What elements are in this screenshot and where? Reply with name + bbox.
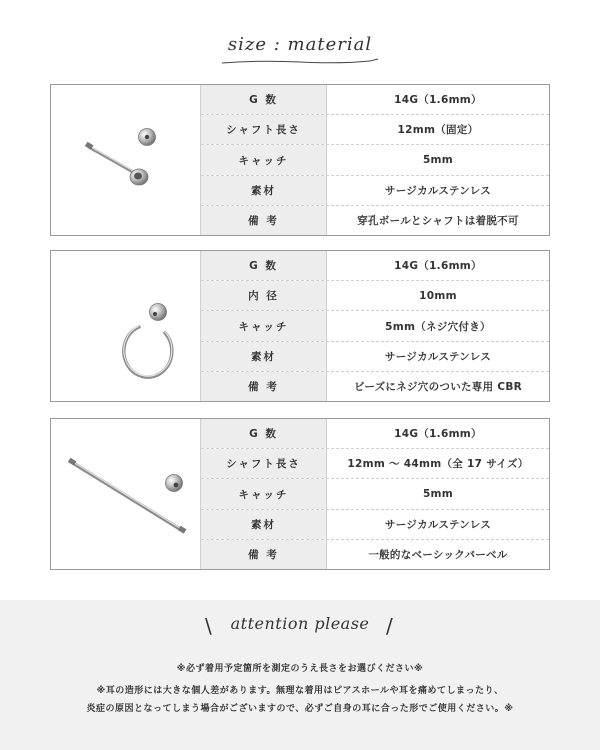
spec-value: 12mm（固定）: [397, 124, 479, 137]
spec-row-catch: [201, 145, 549, 175]
spec-rows: [201, 251, 549, 401]
spec-row-shaft-length: [201, 449, 549, 479]
spec-row-catch: [201, 479, 549, 509]
note-ear-shape-line2: 炎症の原因となってしまう場合がございますので、必ずご自身の耳に合った形でご使用ください。※: [86, 704, 514, 714]
spec-value: 5mm（ネジ穴付き）: [385, 320, 491, 333]
spec-value: サージカルステンレス: [384, 184, 492, 197]
spec-row-inner-diameter: [201, 281, 549, 311]
spec-value: 14G（1.6mm）: [394, 94, 482, 107]
spec-label: 素材: [201, 342, 327, 371]
section-title: size : material: [227, 34, 373, 55]
note-ear-shape-line1: ※耳の造形には大きな個人差があります。無理な着用はピアスホールや耳を痛めてしまったり、: [96, 686, 504, 696]
spec-row-catch: [201, 311, 549, 341]
spec-value: 10mm: [419, 289, 457, 302]
decorative-slash: /: [386, 614, 393, 638]
spec-label: G 数: [201, 85, 327, 114]
attention-notes: [0, 660, 600, 718]
spec-row-gauge: [201, 419, 549, 449]
decorative-backslash: \: [205, 614, 212, 638]
spec-table-straight-barbell: [50, 418, 550, 570]
spec-row-notes: [201, 206, 549, 235]
spec-label: 素材: [201, 510, 327, 539]
spec-label: キャッチ: [201, 479, 327, 508]
spec-label: キャッチ: [201, 311, 327, 340]
spec-rows: [201, 85, 549, 235]
spec-label: 備 考: [201, 206, 327, 235]
spec-table-cbr: [50, 250, 550, 402]
spec-row-gauge: [201, 85, 549, 115]
product-image-cell: [51, 251, 201, 401]
product-image-cell: [51, 419, 201, 569]
spec-label: シャフト長さ: [201, 449, 327, 478]
spec-label: シャフト長さ: [201, 115, 327, 144]
product-image-cell: [51, 85, 201, 235]
spec-row-material: [201, 342, 549, 372]
spec-value: 穿孔ボールとシャフトは着脱不可: [357, 214, 519, 227]
title-underline-decoration: [220, 58, 380, 66]
cbr-ring-image: [51, 251, 201, 401]
spec-table-stud: [50, 84, 550, 236]
spec-row-material: [201, 510, 549, 540]
spec-row-gauge: [201, 251, 549, 281]
spec-value: サージカルステンレス: [384, 518, 492, 531]
spec-label: 内 径: [201, 281, 327, 310]
spec-rows: [201, 419, 549, 569]
spec-value: 12mm 〜 44mm（全 17 サイズ）: [347, 458, 529, 471]
spec-label: 素材: [201, 176, 327, 205]
spec-value: ビーズにネジ穴のついた専用 CBR: [353, 380, 523, 393]
spec-row-shaft-length: [201, 115, 549, 145]
attention-section: [0, 600, 600, 750]
straight-barbell-image: [51, 419, 201, 569]
spec-value: 一般的なベーシックバーベル: [368, 548, 508, 561]
spec-label: 備 考: [201, 540, 327, 569]
spec-label: キャッチ: [201, 145, 327, 174]
spec-label: G 数: [201, 419, 327, 448]
spec-row-notes: [201, 372, 549, 401]
spec-value: 14G（1.6mm）: [394, 260, 482, 273]
spec-row-notes: [201, 540, 549, 569]
spec-value: 14G（1.6mm）: [394, 428, 482, 441]
spec-label: 備 考: [201, 372, 327, 401]
spec-value: 5mm: [422, 154, 454, 166]
spec-label: G 数: [201, 251, 327, 280]
spec-row-material: [201, 176, 549, 206]
spec-value: サージカルステンレス: [384, 350, 492, 363]
stud-barbell-image: [51, 85, 201, 235]
note-measure: ※必ず着用予定箇所を測定のうえ長さをお選びください※: [176, 664, 424, 674]
spec-value: 5mm: [422, 488, 454, 500]
attention-title: attention please: [230, 614, 370, 633]
